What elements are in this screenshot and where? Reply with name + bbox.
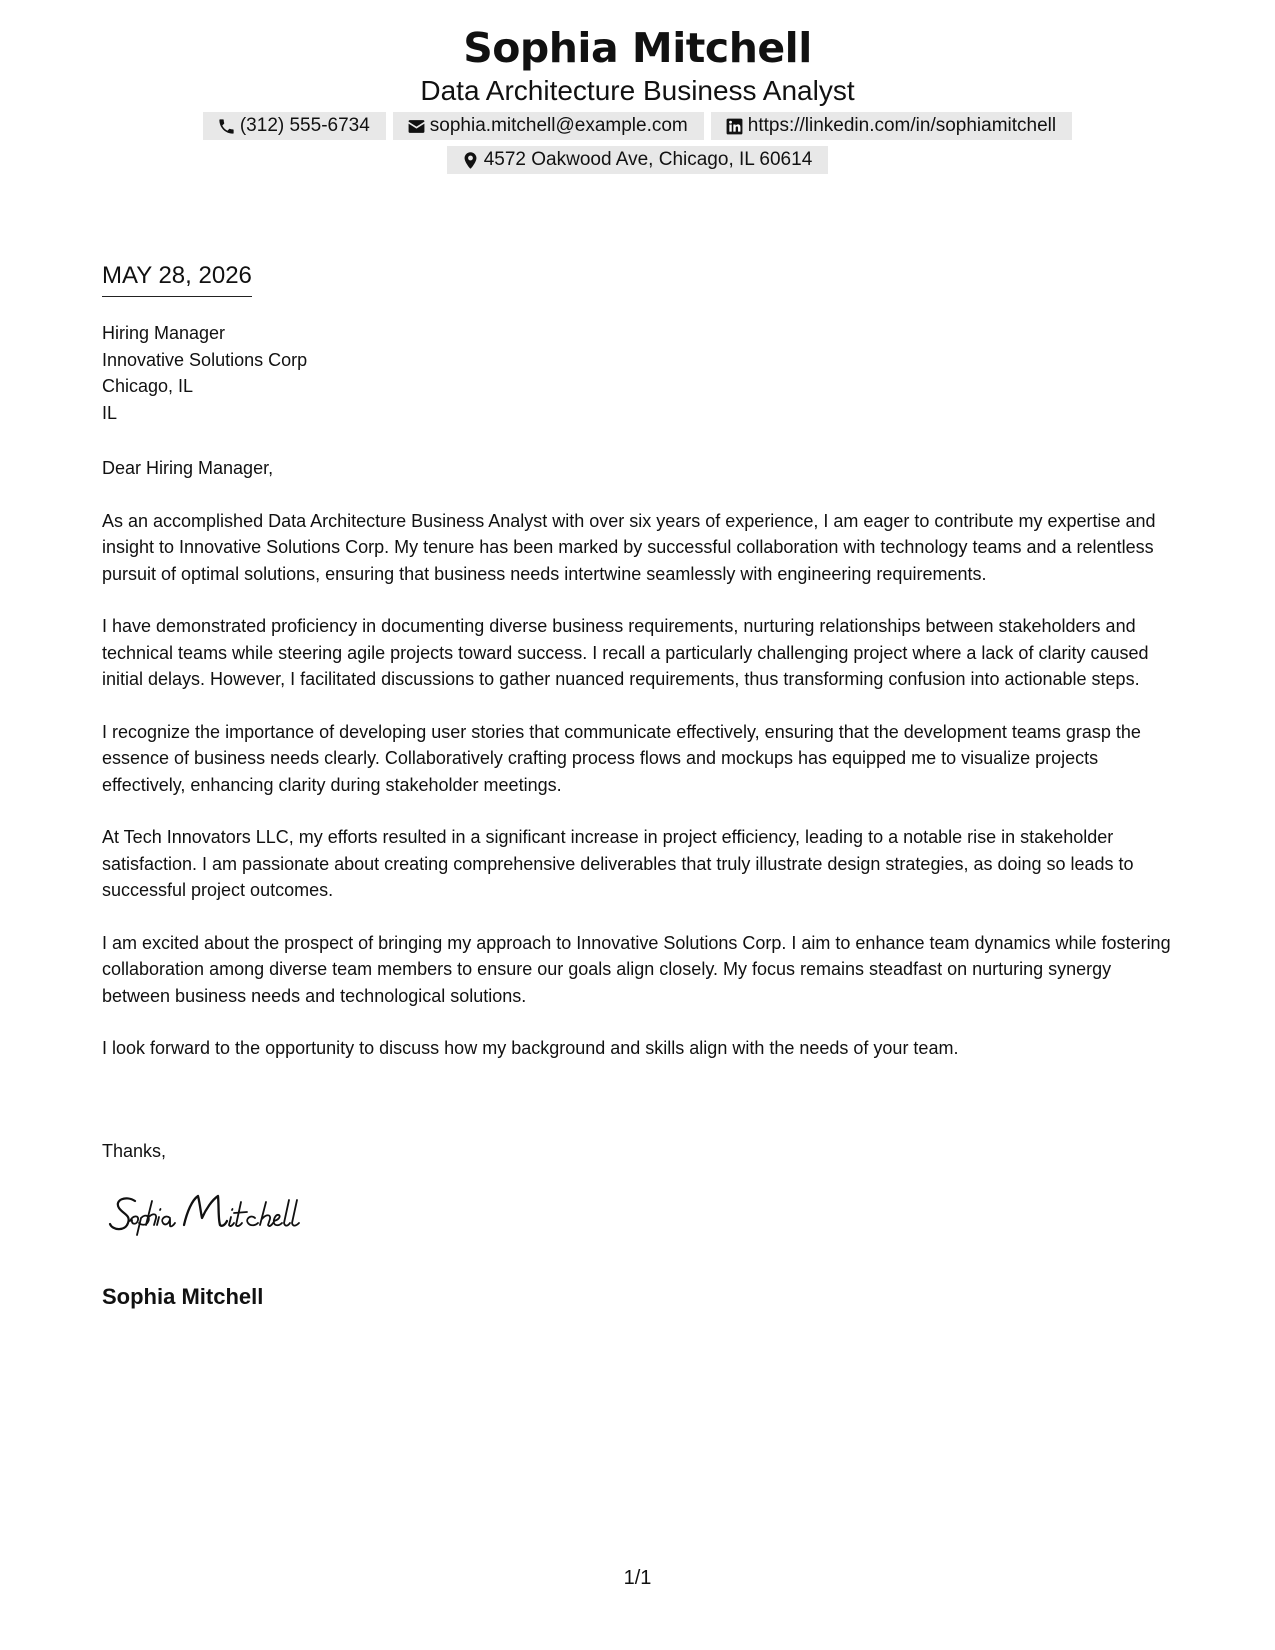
body-paragraph: As an accomplished Data Architecture Business Analyst with over six years of experience, I am eager to contribute my expertise and insight to Innovative Solutions Corp. My tenure has been marked by successful collaboration with technology teams and a relentless pursuit of optimal solutions, ensuring that business needs intertwine seamlessly with engineering requirements.: [102, 510, 1156, 584]
body-paragraph: I recognize the importance of developing user stories that communicate effectively, ensuring that the development teams grasp the essence of business needs clearly. Collaboratively crafting process flows and mockups has equipped me to visualize projects effectively, enhancing clarity during stakeholder meetings.: [102, 721, 1141, 795]
address-text: 4572 Oakwood Ave, Chicago, IL 60614: [483, 149, 813, 170]
phone-contact[interactable]: [203, 112, 386, 140]
signed-name: Sophia Mitchell: [102, 1284, 264, 1309]
linkedin-text: https://linkedin.com/in/sophiamitchell: [747, 115, 1057, 136]
email-text: sophia.mitchell@example.com: [429, 115, 688, 136]
body-paragraph: I have demonstrated proficiency in documenting diverse business requirements, nurturing relationships between stakeholders and technical teams while steering agile projects toward success. I recall a particularly challenging project where a lack of clarity caused initial delays. However, I facilitated discussions to gather nuanced requirements, thus transforming confusion into actionable steps.: [102, 616, 1149, 689]
contact-row: [0, 112, 1275, 140]
recipient-line: Chicago, IL: [102, 376, 194, 396]
salutation: Dear Hiring Manager,: [102, 458, 274, 478]
recipient-line: Hiring Manager: [102, 323, 226, 343]
applicant-title: Data Architecture Business Analyst: [420, 75, 855, 106]
map-marker-icon: [461, 151, 480, 170]
address-row: [0, 146, 1275, 174]
letter-date: MAY 28, 2026: [102, 261, 252, 297]
recipient-block: [102, 320, 307, 426]
applicant-name: Sophia Mitchell: [463, 24, 812, 72]
body-paragraph: At Tech Innovators LLC, my efforts resulted in a significant increase in project efficiency, leading to a notable rise in stakeholder satisfaction. I am passionate about creating comprehensive deliverables that truly illustrate design strategies, as doing so leads to successful project outcomes.: [102, 827, 1134, 900]
envelope-icon: [407, 117, 426, 136]
handwritten-signature: [108, 1188, 358, 1244]
recipient-line: IL: [102, 402, 118, 423]
body-paragraph: I look forward to the opportunity to discuss how my background and skills align with the needs of your team.: [102, 1038, 959, 1058]
letter-body: [102, 455, 1174, 1088]
recipient-line: Innovative Solutions Corp: [102, 349, 308, 370]
page-number: 1/1: [623, 1567, 652, 1589]
address-contact: [447, 146, 829, 174]
closing: Thanks,: [102, 1141, 167, 1161]
phone-icon: [217, 117, 236, 136]
phone-text: (312) 555-6734: [239, 115, 370, 136]
linkedin-icon: [725, 117, 744, 136]
email-contact[interactable]: [393, 112, 704, 140]
linkedin-contact[interactable]: [711, 112, 1072, 140]
letter-header: [0, 22, 1275, 174]
body-paragraph: I am excited about the prospect of bringing my approach to Innovative Solutions Corp. I aim to enhance team dynamics while fostering collaboration among diverse team members to ensure our goals align closely. My focus remains steadfast on nurturing synergy between business needs and technological solutions.: [102, 932, 1171, 1006]
